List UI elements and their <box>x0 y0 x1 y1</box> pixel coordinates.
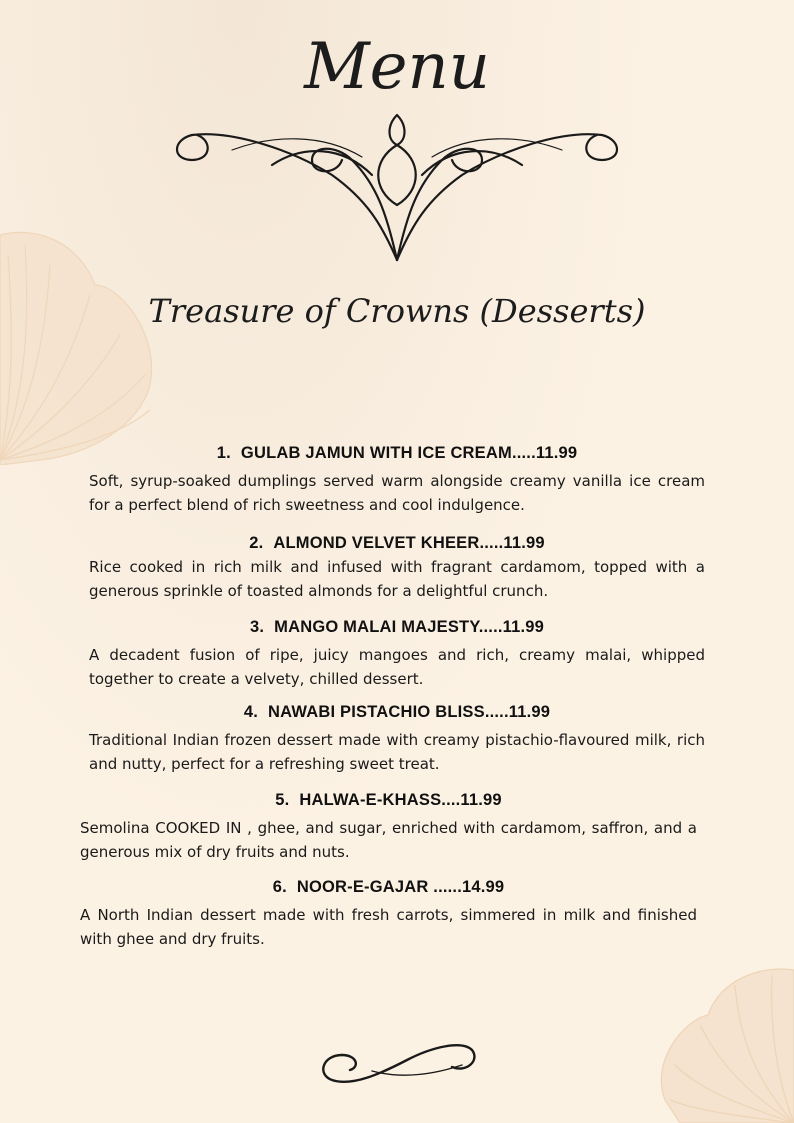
item-number: 5. <box>275 791 290 809</box>
menu-item <box>80 878 697 951</box>
item-heading <box>80 791 697 810</box>
item-name: MANGO MALAI MAJESTY.....11.99 <box>274 618 545 636</box>
menu-item <box>89 444 705 517</box>
flourish-ornament-icon <box>172 105 622 270</box>
item-description: A decadent fusion of ripe, juicy mangoes and rich, creamy malai, whipped together to create a velvety, chilled dessert. <box>89 646 705 688</box>
menu-item <box>80 791 697 864</box>
item-description: Rice cooked in rich milk and infused with fragrant cardamom, topped with a generous sprinkle of toasted almonds for a delightful crunch. <box>89 558 705 600</box>
item-number: 1. <box>216 444 231 462</box>
item-name: NOOR-E-GAJAR ......14.99 <box>296 878 505 896</box>
item-heading <box>89 444 705 463</box>
item-description: Traditional Indian frozen dessert made with creamy pistachio-flavoured milk, rich and nutty, perfect for a refreshing sweet treat. <box>89 731 705 773</box>
ginkgo-leaf-left-icon <box>0 225 170 465</box>
section-title: Treasure of Crowns (Desserts) <box>148 292 646 330</box>
menu-item <box>89 534 705 603</box>
item-heading <box>80 878 697 897</box>
item-heading <box>89 703 705 722</box>
item-description: A North Indian dessert made with fresh carrots, simmered in milk and finished with ghee and dry fruits. <box>80 906 697 948</box>
ginkgo-leaf-right-icon <box>590 965 794 1123</box>
item-number: 6. <box>272 878 287 896</box>
item-heading <box>89 618 705 637</box>
menu-title: Menu <box>304 30 490 104</box>
bottom-swirl-icon <box>312 1035 482 1090</box>
item-description: Semolina COOKED IN , ghee, and sugar, enriched with cardamom, saffron, and a generous mix of dry fruits and nuts. <box>80 819 697 861</box>
item-number: 3. <box>249 618 265 636</box>
item-description: Soft, syrup-soaked dumplings served warm alongside creamy vanilla ice cream for a perfect blend of rich sweetness and cool indulgence. <box>89 472 705 514</box>
item-number: 4. <box>243 703 259 721</box>
item-number: 2. <box>249 534 264 552</box>
menu-item <box>89 618 705 691</box>
item-heading <box>89 534 705 553</box>
menu-item <box>89 703 705 776</box>
item-name: GULAB JAMUN WITH ICE CREAM.....11.99 <box>240 444 578 462</box>
item-name: HALWA-E-KHASS....11.99 <box>299 791 502 809</box>
item-name: NAWABI PISTACHIO BLISS.....11.99 <box>268 703 551 721</box>
item-name: ALMOND VELVET KHEER.....11.99 <box>273 534 545 552</box>
